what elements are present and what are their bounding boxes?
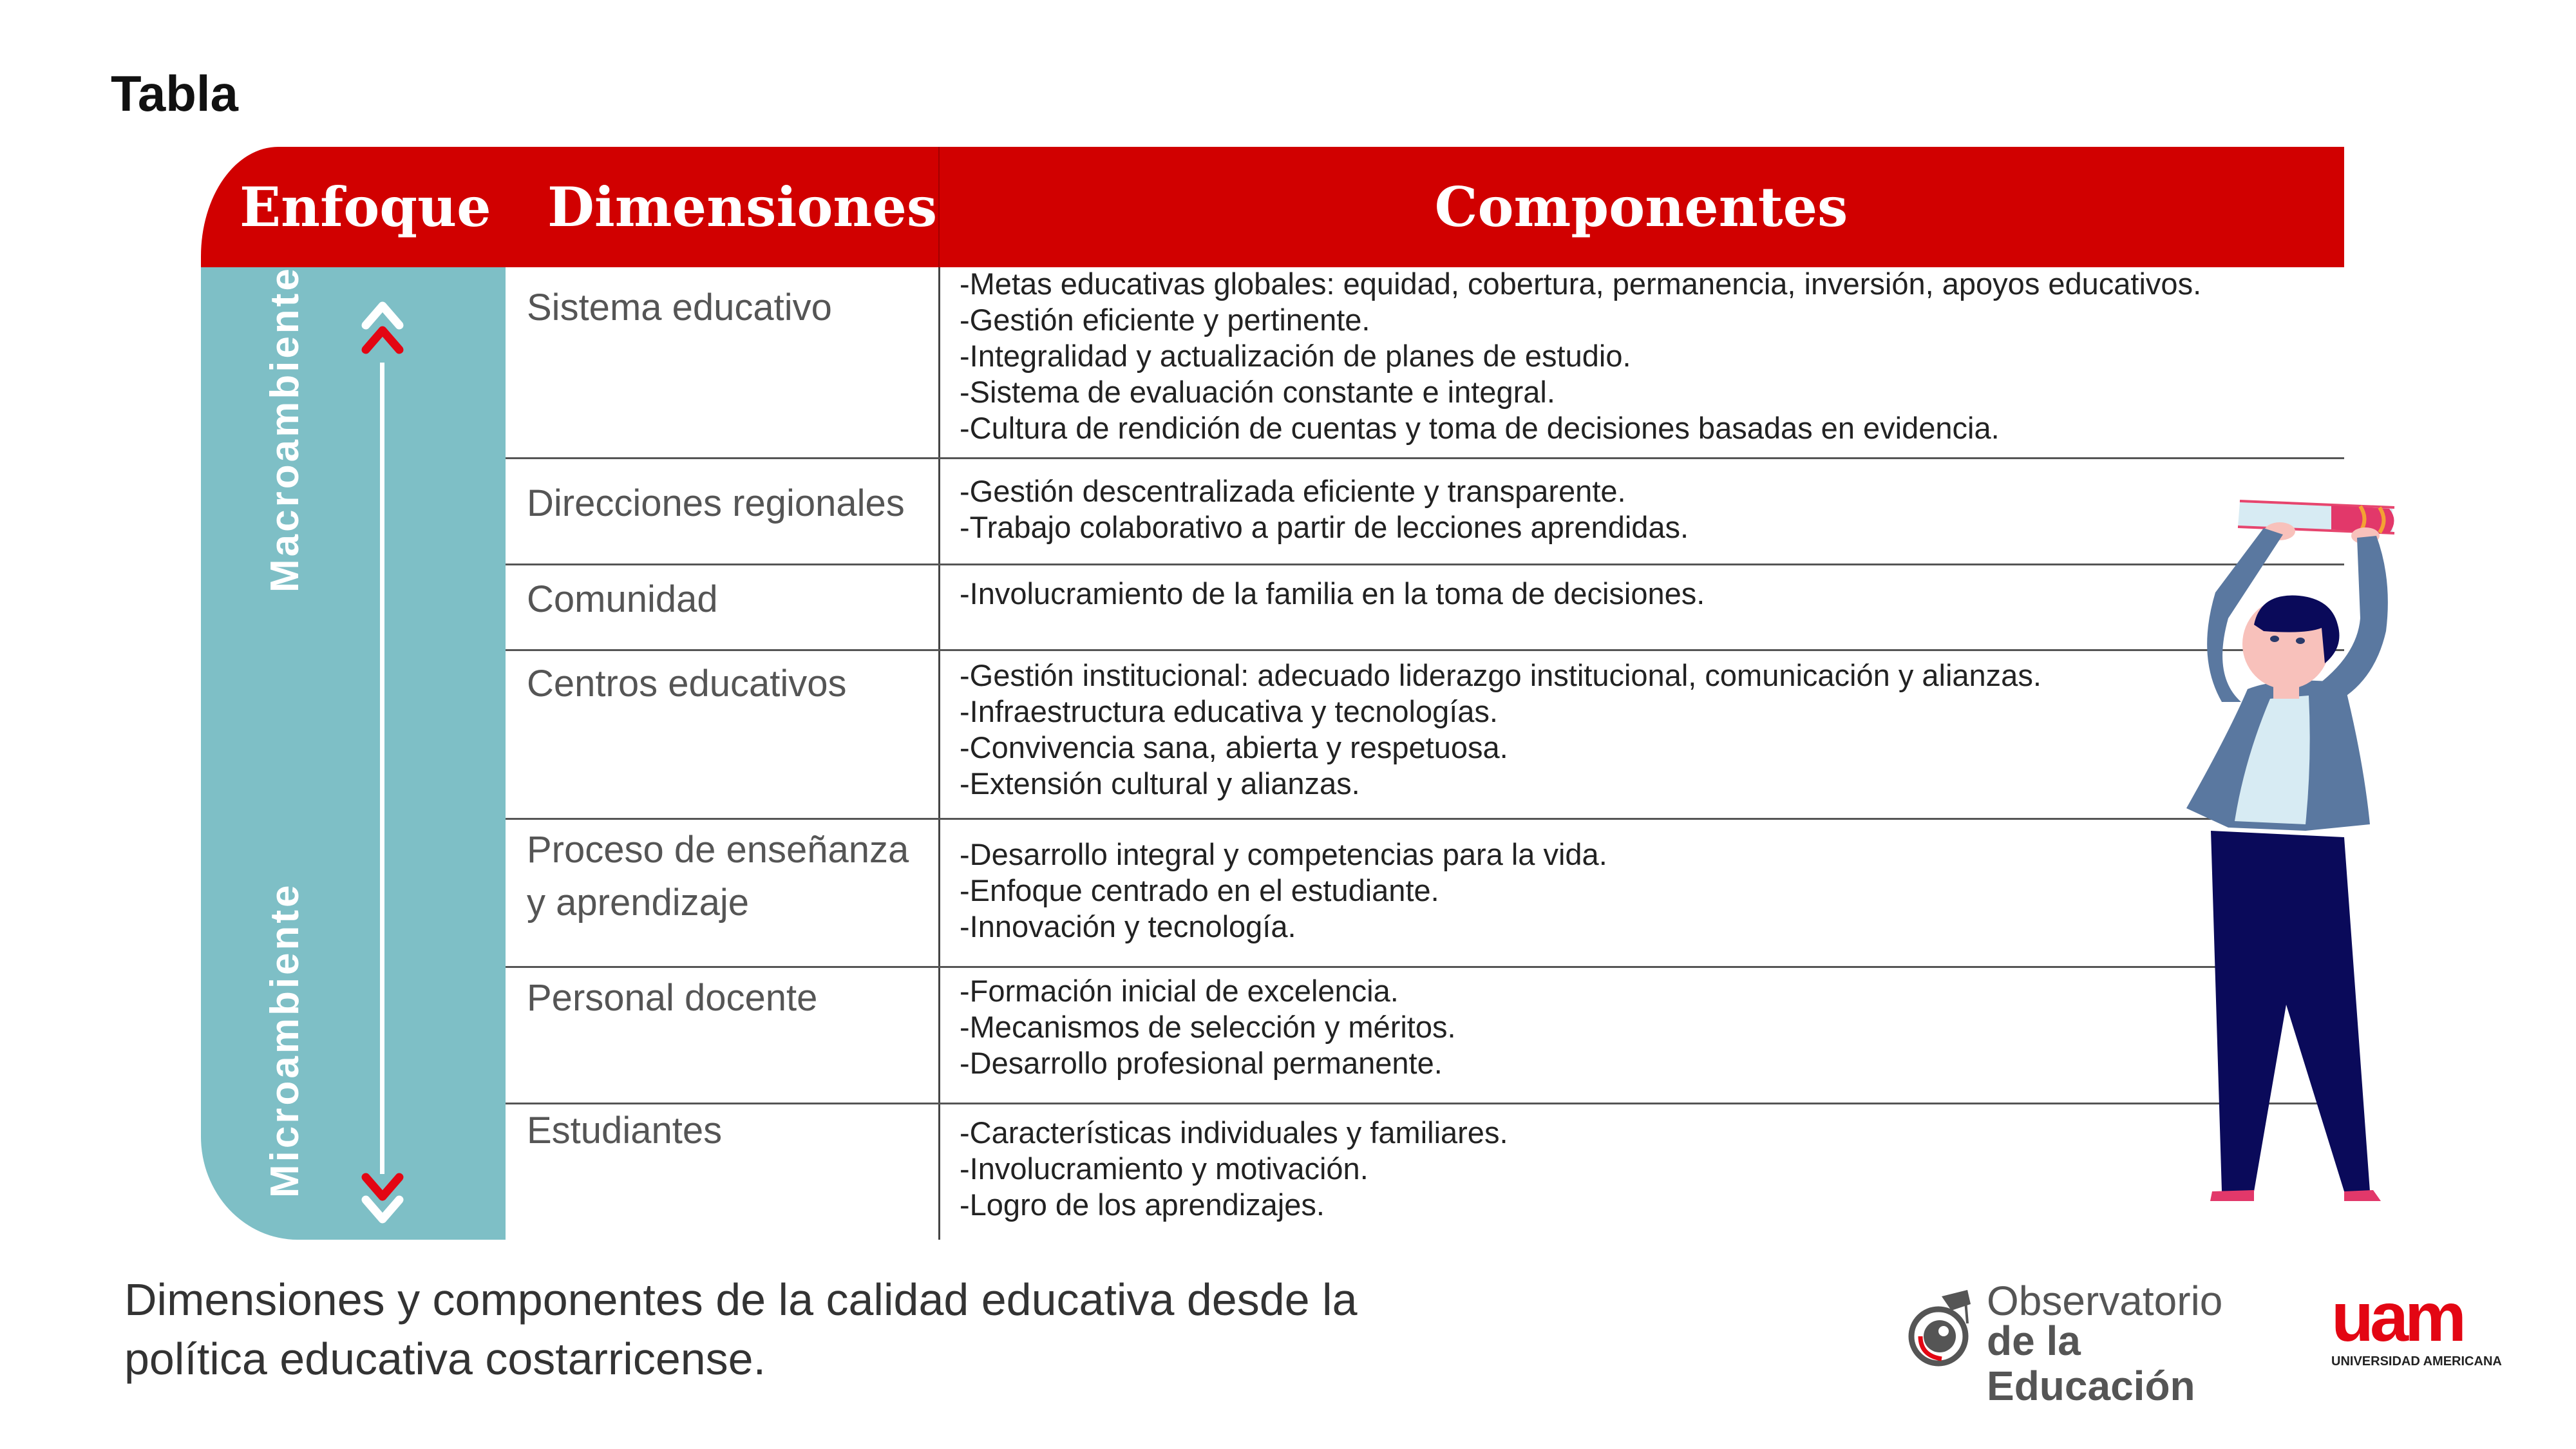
component-item: -Gestión descentralizada eficiente y transparente.	[960, 474, 1626, 508]
table-header	[201, 147, 2344, 267]
components-cell	[960, 576, 1705, 612]
dimension-cell: Estudiantes	[527, 1110, 723, 1151]
header-componentes: Componentes	[1434, 175, 1848, 239]
components-cell	[960, 266, 2201, 446]
component-item: -Desarrollo integral y competencias para la vida.	[960, 837, 1607, 871]
component-item: -Formación inicial de excelencia.	[960, 974, 1399, 1008]
components-cell	[960, 473, 1689, 545]
student-illustration	[2151, 489, 2447, 1249]
component-item: -Sistema de evaluación constante e integral.	[960, 375, 1555, 409]
dimension-cell: Comunidad	[527, 578, 718, 620]
table-row	[506, 267, 2344, 459]
header-enfoque: Enfoque	[240, 175, 491, 239]
component-item: -Desarrollo profesional permanente.	[960, 1046, 1443, 1080]
component-item: -Mecanismos de selección y méritos.	[960, 1010, 1456, 1044]
page-title: Tabla	[111, 65, 238, 122]
chevron-up-red-icon	[361, 324, 404, 355]
component-item: -Innovación y tecnología.	[960, 909, 1296, 943]
component-item: -Involucramiento de la familia en la toma de decisiones.	[960, 576, 1705, 611]
macroambiente-label: Macroambiente	[263, 266, 307, 592]
component-item: -Metas educativas globales: equidad, cobertura, permanencia, inversión, apoyos educativos.	[960, 267, 2202, 301]
figure-caption: Dimensiones y componentes de la calidad educativa desde la política educativa costarricense.	[124, 1274, 1358, 1384]
components-cell	[960, 658, 2041, 802]
component-item: -Características individuales y familiares.	[960, 1115, 1508, 1150]
table-row	[506, 651, 2344, 820]
enfoque-column	[201, 267, 506, 1240]
observatorio-eye-icon	[1906, 1285, 1977, 1368]
components-cell	[960, 973, 1456, 1081]
uam-logo	[2331, 1278, 2512, 1375]
table-row	[506, 820, 2344, 968]
component-item: -Integralidad y actualización de planes de estudio.	[960, 339, 1631, 373]
chevron-down-white-icon	[361, 1195, 404, 1226]
component-item: -Gestión institucional: adecuado liderazgo institucional, comunicación y alianzas.	[960, 658, 2041, 692]
component-item: -Cultura de rendición de cuentas y toma de decisiones basadas en evidencia.	[960, 411, 2000, 445]
table-row	[506, 968, 2344, 1104]
dimension-cell: Sistema educativo	[527, 287, 832, 328]
dimension-cell: Personal docente	[527, 977, 818, 1019]
observatorio-line2: de la Educación	[1987, 1318, 2195, 1409]
dimension-cell: Proceso de enseñanza y aprendizaje	[527, 829, 909, 923]
component-item: -Involucramiento y motivación.	[960, 1151, 1368, 1186]
table-row	[506, 459, 2344, 565]
uam-mark: uam	[2331, 1278, 2463, 1356]
components-cell	[960, 837, 1607, 945]
component-item: -Convivencia sana, abierta y respetuosa.	[960, 730, 1508, 764]
component-item: -Infraestructura educativa y tecnologías.	[960, 694, 1498, 728]
component-item: -Extensión cultural y alianzas.	[960, 766, 1360, 800]
component-item: -Gestión eficiente y pertinente.	[960, 303, 1370, 337]
microambiente-label: Microambiente	[263, 882, 307, 1198]
table-row	[506, 565, 2344, 651]
dimension-cell: Direcciones regionales	[527, 482, 905, 524]
component-item: -Trabajo colaborativo a partir de lecciones aprendidas.	[960, 510, 1689, 544]
header-dimensiones: Dimensiones	[547, 175, 938, 239]
uam-subtitle: UNIVERSIDAD AMERICANA	[2331, 1354, 2502, 1368]
observatorio-line1: Observatorio	[1987, 1278, 2223, 1324]
components-cell	[960, 1115, 1508, 1223]
component-item: -Logro de los aprendizajes.	[960, 1188, 1325, 1222]
observatorio-logo	[1906, 1278, 2273, 1409]
axis-line	[380, 363, 384, 1174]
table-row	[506, 1104, 2344, 1240]
component-item: -Enfoque centrado en el estudiante.	[960, 873, 1439, 907]
dimension-cell: Centros educativos	[527, 663, 847, 705]
